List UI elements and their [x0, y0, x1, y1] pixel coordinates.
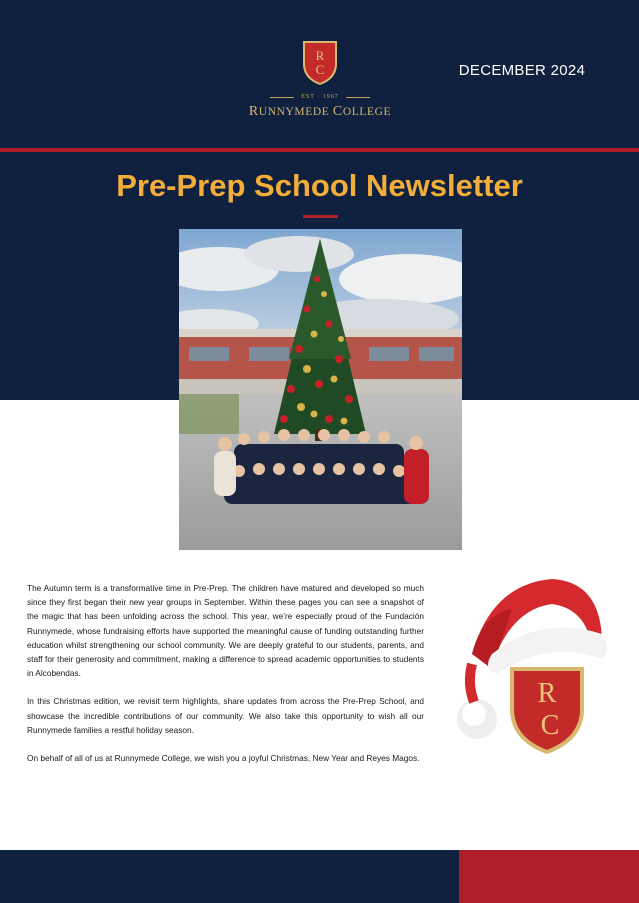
header-red-rule [0, 148, 639, 152]
page-title: Pre-Prep School Newsletter [116, 168, 523, 203]
crest-monogram-r: R [315, 48, 325, 63]
intro-paragraph-2: In this Christmas edition, we revisit term highlights, share updates from across the Pre-Prep School, and showcase the incredible contributions of our community. We also take this opportunity to wish all our Runnymede families a restful holiday season. [27, 696, 424, 735]
svg-text:R: R [537, 678, 557, 709]
college-crest-icon [301, 38, 339, 86]
footer-navy-band [0, 850, 459, 903]
intro-text [27, 581, 424, 779]
christmas-tree-photo [179, 229, 462, 550]
issue-date: DECEMBER 2024 [458, 62, 586, 79]
crest-monogram-c: C [315, 62, 325, 77]
college-name-text: RUNNYMEDE COLLEGE [248, 104, 392, 119]
est-row [270, 92, 370, 104]
santa-hat-crest-icon [452, 574, 612, 754]
est-line-right [346, 97, 370, 98]
college-name [220, 104, 420, 120]
title-underline [303, 215, 338, 218]
svg-text:C: C [540, 710, 560, 741]
est-text: EST · 1967 [301, 94, 339, 100]
footer-red-band [459, 850, 639, 903]
intro-paragraph-1: The Autumn term is a transformative time in Pre-Prep. The children have matured and developed so much since they first began their new year groups in September. Within these pages you can see a snapshot of the magic that has been unfolding across the school. This year, we’re especially proud of the Fundación Runnymede, whose fundraising efforts have supported the meaningful cause of funding outstanding further education whilst strengthening our school community. We are deeply grateful to our students, parents, and staff for their generosity and commitment, making a difference to spread academic opportunities to students in Alcobendas. [27, 583, 424, 679]
intro-paragraph-3: On behalf of all of us at Runnymede College, we wish you a joyful Christmas, New Year and Reyes Magos. [27, 753, 420, 764]
